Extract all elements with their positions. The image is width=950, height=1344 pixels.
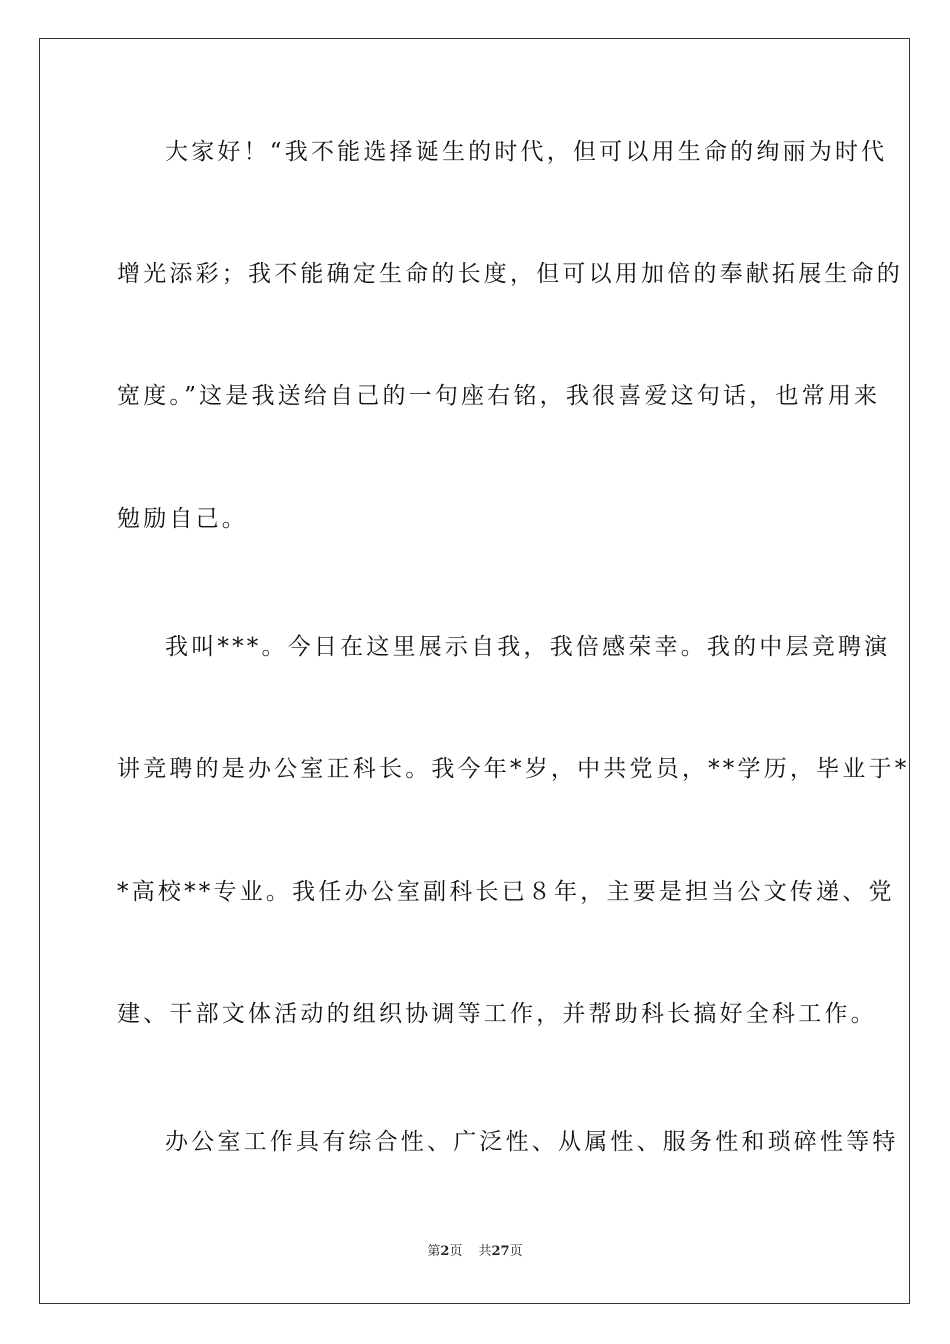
page-footer — [0, 1244, 950, 1260]
text-line: 增光添彩；我不能确定生命的长度，但可以用加倍的奉献拓展生命的 — [117, 261, 903, 287]
text-line: 办公室工作具有综合性、广泛性、从属性、服务性和琐碎性等特 — [165, 1129, 899, 1155]
page-number-label: 第2页 — [427, 1244, 463, 1259]
text-line: 大家好！“我不能选择诞生的时代，但可以用生命的绚丽为时代 — [165, 139, 888, 165]
text-line: 我叫***。今日在这里展示自我，我倍感荣幸。我的中层竞聘演 — [165, 634, 891, 660]
total-pages-label: 共27页 — [478, 1244, 523, 1259]
text-line: 讲竞聘的是办公室正科长。我今年*岁，中共党员，**学历，毕业于* — [117, 756, 910, 782]
text-line: 勉励自己。 — [117, 506, 248, 532]
text-line: 宽度。”这是我送给自己的一句座右铭，我很喜爱这句话，也常用来 — [117, 383, 881, 409]
page-border — [39, 38, 910, 1304]
text-line: 建、干部文体活动的组织协调等工作，并帮助科长搞好全科工作。 — [117, 1001, 877, 1027]
text-line: *高校**专业。我任办公室副科长已８年，主要是担当公文传递、党 — [117, 879, 895, 905]
